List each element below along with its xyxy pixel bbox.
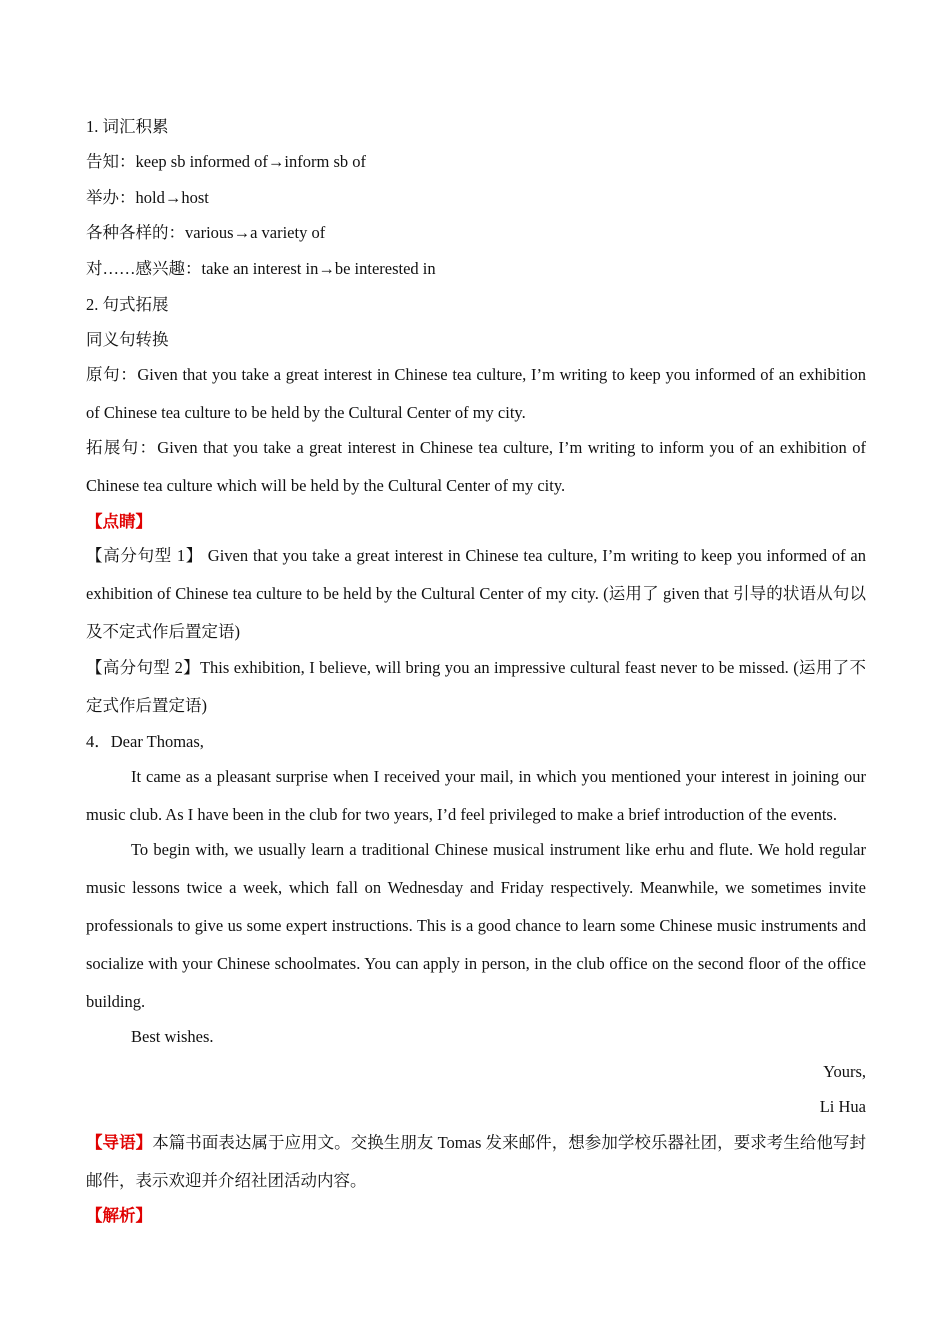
letter-greeting: 4．Dear Thomas,: [86, 732, 204, 751]
letter-yours: Yours,: [823, 1062, 866, 1081]
sentence-heading: 2. 句式拓展: [86, 295, 169, 314]
vocab-item: 告知：keep sb informed of→inform sb of: [86, 152, 366, 171]
extended-sentence: 拓展句：Given that you take a great interest in Chinese tea culture, I’m writing to inform you of an exhibition of Chinese tea culture which will be held by the Cultural Center of my city.: [86, 438, 866, 495]
vocab-item: 举办：hold→host: [86, 188, 209, 207]
letter-closing: Best wishes.: [131, 1027, 214, 1046]
original-sentence: 原句：Given that you take a great interest in Chinese tea culture, I’m writing to keep you informed of an exhibition of Chinese tea culture to be held by the Cultural Center of my city.: [86, 365, 866, 422]
letter-signature: Li Hua: [819, 1097, 866, 1116]
guide-label: 【导语】: [86, 1133, 153, 1152]
analysis-label: 【解析】: [86, 1206, 152, 1225]
guide-text: 本篇书面表达属于应用文。交换生朋友 Tomas 发来邮件，想参加学校乐器社团，要求考生给他写封邮件，表示欢迎并介绍社团活动内容。: [86, 1133, 867, 1190]
highlight-item-2: 【高分句型 2】This exhibition, I believe, will bring you an impressive cultural feast never to be missed. (运用了不定式作后置定语): [86, 658, 866, 715]
letter-paragraph-1: It came as a pleasant surprise when I received your mail, in which you mentioned your interest in joining our music club. As I have been in the club for two years, I’d feel privileged to make a brief introduction of the events.: [86, 767, 866, 824]
vocab-heading: 1. 词汇积累: [86, 117, 169, 136]
letter-paragraph-2: To begin with, we usually learn a traditional Chinese musical instrument like erhu and flute. We hold regular music lessons twice a week, which fall on Wednesday and Friday respectively. Meanwhile, we sometimes invite professionals to give us some expert instructions. This is a good chance to learn some Chinese music instruments and socialize with your Chinese schoolmates. You can apply in person, in the club office on the second floor of the office building.: [86, 840, 866, 1011]
guide-paragraph: [86, 1124, 866, 1200]
highlight-label: 【点睛】: [86, 512, 152, 531]
highlight-item-1: 【高分句型 1】 Given that you take a great interest in Chinese tea culture, I’m writing to keep you informed of an exhibition of Chinese tea culture to be held by the Cultural Center of my city. (运用了 given that 引导的状语从句以及不定式作后置定语): [86, 546, 866, 641]
sentence-subheading: 同义句转换: [86, 330, 169, 349]
vocab-item: 对……感兴趣：take an interest in→be interested in: [86, 259, 436, 278]
vocab-item: 各种各样的：various→a variety of: [86, 223, 326, 242]
